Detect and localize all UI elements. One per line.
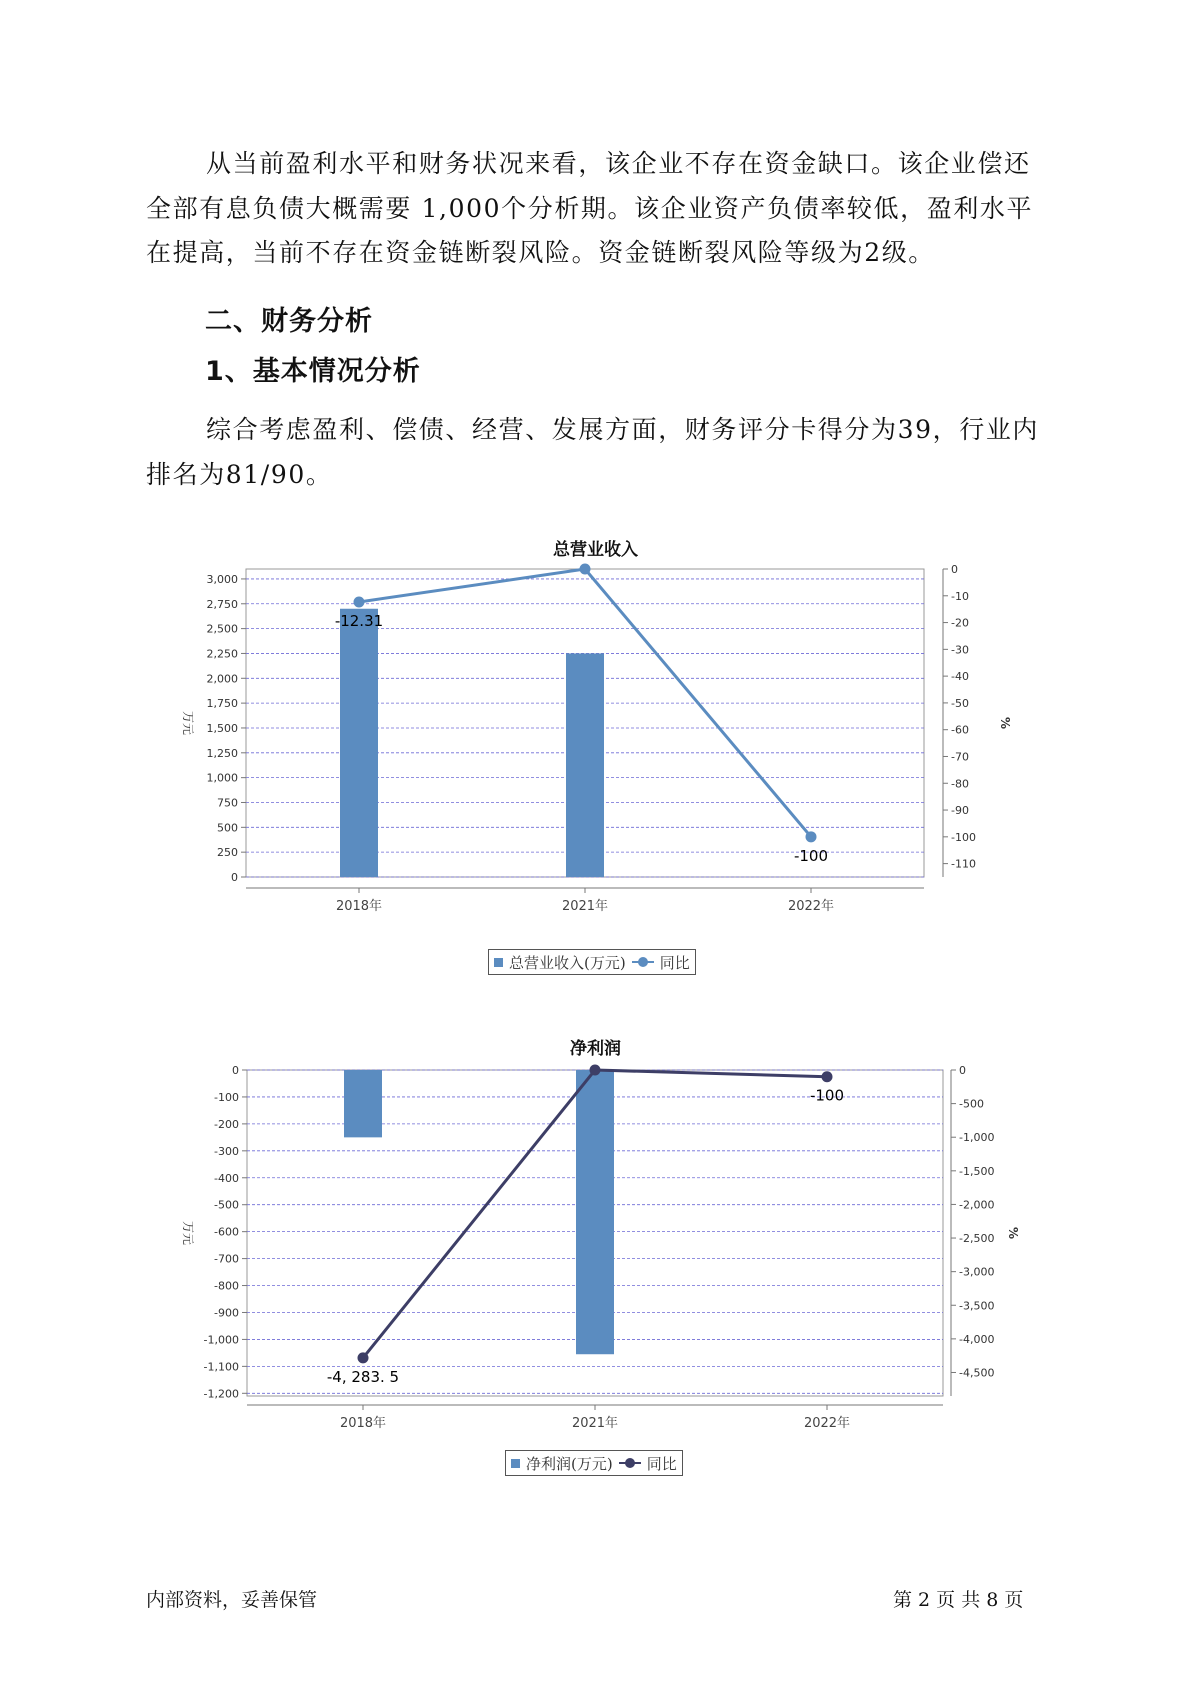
right-axis-tick-label: -2,000 xyxy=(959,1198,995,1212)
left-axis-tick-label: -100 xyxy=(214,1090,239,1104)
right-axis-tick-label: -80 xyxy=(951,777,969,791)
legend-line-swatch xyxy=(632,957,654,967)
x-axis-tick-label: 2018年 xyxy=(339,1416,387,1430)
data-label-2018年: -12.31 xyxy=(334,611,384,630)
left-axis-tick-label: -200 xyxy=(214,1117,239,1131)
left-axis-tick-label: 3,000 xyxy=(206,572,238,586)
left-axis-tick-label: -700 xyxy=(214,1252,239,1266)
right-axis-tick-label: -100 xyxy=(951,830,976,844)
right-axis-tick-label: -4,000 xyxy=(959,1332,995,1346)
right-axis-tick-label: -3,000 xyxy=(959,1265,995,1279)
left-axis-title: 万元 xyxy=(181,1220,195,1246)
x-axis-tick-label: 2021年 xyxy=(571,1416,619,1430)
subsection-heading-basic-analysis: 1、基本情况分析 xyxy=(205,356,421,387)
section-heading-financial-analysis: 二、财务分析 xyxy=(205,306,373,337)
right-axis-tick-label: -2,500 xyxy=(959,1232,995,1246)
data-label-2022年: -100 xyxy=(809,1086,845,1105)
left-axis-tick-label: 1,250 xyxy=(206,746,238,760)
left-axis-tick-label: -800 xyxy=(214,1279,239,1293)
right-axis-tick-label: -90 xyxy=(951,804,969,818)
paragraph-score-summary: 综合考虑盈利、偿债、经营、发展方面，财务评分卡得分为39，行业内排名为81/90。 xyxy=(146,415,1040,489)
line-point-2022年 xyxy=(806,831,817,842)
legend-line-label: 同比 xyxy=(646,1454,677,1473)
left-axis-tick-label: -500 xyxy=(214,1198,239,1212)
legend-line-label: 同比 xyxy=(659,953,690,972)
chart1-title: 总营业收入 xyxy=(553,540,638,560)
left-axis-tick-label: 2,250 xyxy=(206,647,238,661)
left-axis-tick-label: 500 xyxy=(217,821,238,835)
right-axis-title: % xyxy=(998,716,1012,730)
right-axis-tick-label: -50 xyxy=(951,696,969,710)
bar-2018年 xyxy=(340,609,378,877)
left-axis-tick-label: 1,750 xyxy=(206,697,238,711)
left-axis-tick-label: 0 xyxy=(231,871,238,884)
legend-line-swatch xyxy=(619,1458,641,1468)
data-label-2018年: -4, 283. 5 xyxy=(326,1367,400,1386)
left-axis-tick-label: 2,000 xyxy=(206,672,238,686)
left-axis-tick-label: 250 xyxy=(217,846,238,860)
left-axis-tick-label: 0 xyxy=(232,1064,239,1077)
left-axis-tick-label: -400 xyxy=(214,1171,239,1185)
footer-confidential: 内部资料，妥善保管 xyxy=(146,1589,318,1611)
chart2-legend xyxy=(505,1450,683,1476)
right-axis-tick-label: -500 xyxy=(959,1097,984,1111)
right-axis-tick-label: 0 xyxy=(951,563,958,576)
x-axis-tick-label: 2021年 xyxy=(561,899,609,914)
right-axis-tick-label: -110 xyxy=(951,857,976,871)
left-axis-tick-label: 1,000 xyxy=(206,771,238,785)
right-axis-tick-label: -4,500 xyxy=(959,1366,995,1380)
bar-2021年 xyxy=(576,1070,614,1354)
legend-bar-label: 净利润(万元) xyxy=(526,1454,613,1473)
legend-bar-swatch xyxy=(494,958,503,967)
line-point-2022年 xyxy=(822,1071,833,1082)
legend-bar-swatch xyxy=(511,1459,520,1468)
legend-bar-label: 总营业收入(万元) xyxy=(509,953,626,972)
right-axis-tick-label: -60 xyxy=(951,723,969,737)
line-point-2021年 xyxy=(590,1065,601,1076)
right-axis-tick-label: -1,000 xyxy=(959,1131,995,1145)
line-point-2021年 xyxy=(580,564,591,575)
chart-total-revenue xyxy=(170,560,1050,930)
left-axis-tick-label: -1,200 xyxy=(203,1387,239,1401)
left-axis-tick-label: 750 xyxy=(217,796,238,810)
line-point-2018年 xyxy=(358,1352,369,1363)
left-axis-tick-label: 2,500 xyxy=(206,622,238,636)
left-axis-tick-label: -300 xyxy=(214,1144,239,1158)
left-axis-tick-label: 2,750 xyxy=(206,597,238,611)
paragraph-funding-risk: 从当前盈利水平和财务状况来看，该企业不存在资金缺口。该企业偿还全部有息负债大概需要 1,000个分析期。该企业资产负债率较低，盈利水平在提高，当前不存在资金链断裂风险。资金链断裂风险等级为2级。 xyxy=(146,149,1034,267)
line-point-2018年 xyxy=(354,596,365,607)
left-axis-tick-label: -1,000 xyxy=(203,1333,239,1347)
x-axis-tick-label: 2018年 xyxy=(335,899,383,914)
right-axis-tick-label: 0 xyxy=(959,1064,966,1077)
right-axis-tick-label: -40 xyxy=(951,670,969,684)
left-axis-tick-label: 1,500 xyxy=(206,721,238,735)
right-axis-tick-label: -20 xyxy=(951,616,969,630)
chart-net-profit xyxy=(170,1060,1050,1430)
right-axis-tick-label: -1,500 xyxy=(959,1164,995,1178)
bar-2021年 xyxy=(566,653,604,877)
left-axis-tick-label: -900 xyxy=(214,1306,239,1320)
footer-page-number: 第 2 页 共 8 页 xyxy=(893,1589,1024,1611)
left-axis-title: 万元 xyxy=(181,710,195,736)
right-axis-title: % xyxy=(1006,1226,1020,1240)
left-axis-tick-label: -600 xyxy=(214,1225,239,1239)
right-axis-tick-label: -3,500 xyxy=(959,1299,995,1313)
right-axis-tick-label: -70 xyxy=(951,750,969,764)
right-axis-tick-label: -10 xyxy=(951,589,969,603)
x-axis-tick-label: 2022年 xyxy=(787,899,835,914)
chart1-legend xyxy=(488,949,696,975)
x-axis-tick-label: 2022年 xyxy=(803,1416,851,1430)
left-axis-tick-label: -1,100 xyxy=(203,1360,239,1374)
data-label-2022年: -100 xyxy=(793,846,829,865)
chart2-title: 净利润 xyxy=(570,1039,621,1059)
right-axis-tick-label: -30 xyxy=(951,643,969,657)
bar-2018年 xyxy=(344,1070,382,1137)
